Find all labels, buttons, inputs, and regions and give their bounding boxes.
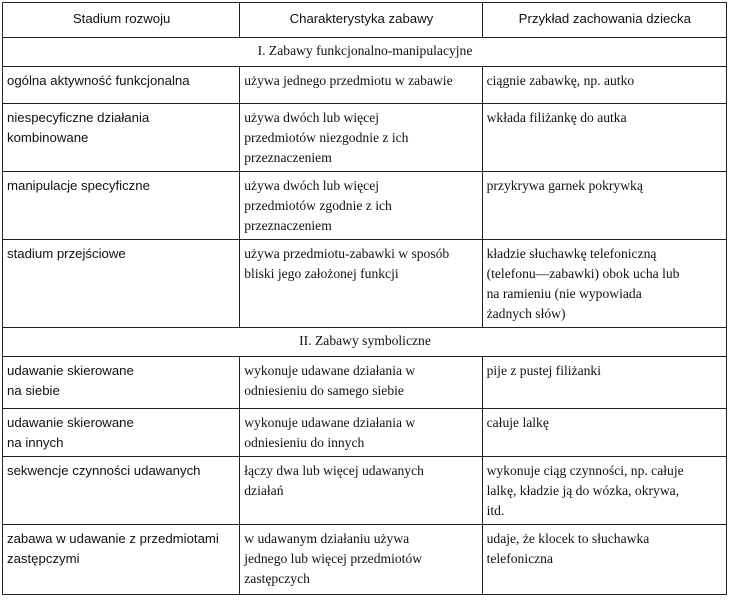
example-cell: ciągnie zabawkę, np. autko [482, 67, 726, 104]
example-cell: kładzie słuchawkę telefoniczną (telefonu—zabawki) obok ucha lub na ramieniu (nie wypowiada żadnych słów) [482, 240, 726, 328]
stage-cell: zabawa w udawanie z przedmiotami zastępczymi [3, 525, 240, 595]
characteristic-cell: w udawanym działaniu używa jednego lub więcej przedmiotów zastępczych [240, 525, 482, 595]
example-cell: udaje, że klocek to słuchawka telefoniczna [482, 525, 726, 595]
table-row [3, 409, 727, 457]
characteristic-cell: używa jednego przedmiotu w zabawie [240, 67, 482, 104]
characteristic-cell: wykonuje udawane działania w odniesieniu do innych [240, 409, 482, 457]
section-row [3, 38, 727, 67]
characteristic-cell: używa dwóch lub więcej przedmiotów niezgodnie z ich przeznaczeniem [240, 104, 482, 172]
stage-cell: stadium przejściowe [3, 240, 240, 328]
characteristic-cell: używa dwóch lub więcej przedmiotów zgodnie z ich przeznaczeniem [240, 172, 482, 240]
stage-cell: ogólna aktywność funkcjonalna [3, 67, 240, 104]
stage-cell: udawanie skierowane na innych [3, 409, 240, 457]
characteristic-cell: wykonuje udawane działania w odniesieniu do samego siebie [240, 357, 482, 409]
characteristic-cell: używa przedmiotu-zabawki w sposób bliski jego założonej funkcji [240, 240, 482, 328]
table-row [3, 357, 727, 409]
stage-cell: sekwencje czynności udawanych [3, 457, 240, 525]
table-row [3, 525, 727, 595]
stage-cell: manipulacje specyficzne [3, 172, 240, 240]
table-row [3, 240, 727, 328]
example-cell: wkłada filiżankę do autka [482, 104, 726, 172]
characteristic-cell: łączy dwa lub więcej udawanych działań [240, 457, 482, 525]
header-characteristic: Charakterystyka zabawy [240, 3, 482, 38]
example-cell: przykrywa garnek pokrywką [482, 172, 726, 240]
table-row [3, 457, 727, 525]
play-stages-table [2, 2, 727, 595]
table-row [3, 172, 727, 240]
header-example: Przykład zachowania dziecka [482, 3, 726, 38]
example-cell: wykonuje ciąg czynności, np. całuje lalkę, kładzie ją do wózka, okrywa, itd. [482, 457, 726, 525]
header-row [3, 3, 727, 38]
example-cell: całuje lalkę [482, 409, 726, 457]
section-row [3, 328, 727, 357]
stage-cell: udawanie skierowane na siebie [3, 357, 240, 409]
section-title-functional: I. Zabawy funkcjonalno-manipulacyjne [3, 38, 727, 67]
example-cell: pije z pustej filiżanki [482, 357, 726, 409]
stage-cell: niespecyficzne działania kombinowane [3, 104, 240, 172]
header-stage: Stadium rozwoju [3, 3, 240, 38]
table-row [3, 104, 727, 172]
section-title-symbolic: II. Zabawy symboliczne [3, 328, 727, 357]
table-row [3, 67, 727, 104]
